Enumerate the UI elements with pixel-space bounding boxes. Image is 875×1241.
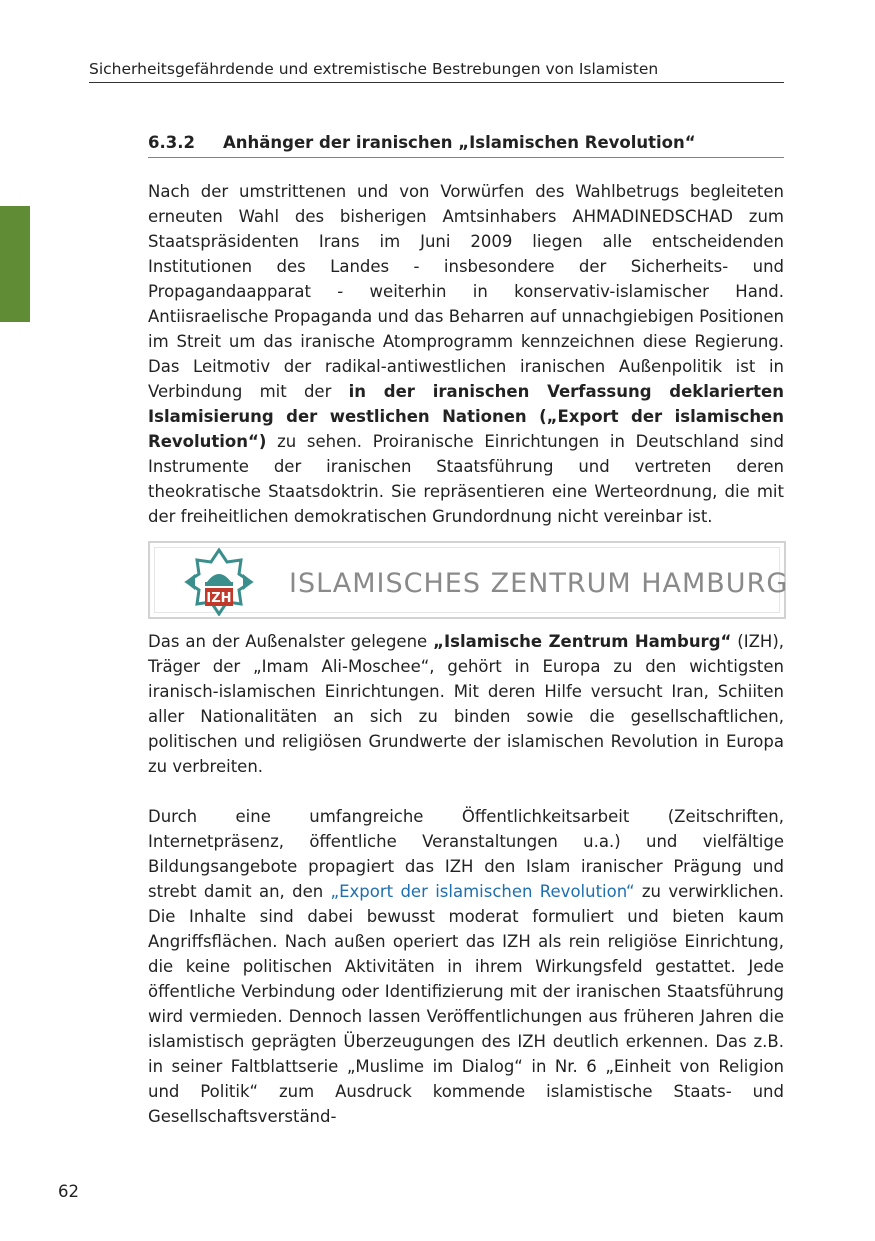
paragraph-izh-text-2: (IZH), Träger der „Imam Ali-Moschee“, gehört in Europa zu den wichtigsten iranisch-islamischen Einrichtungen. Mit deren Hilfe versucht Iran, Schiiten aller Nationalitäten an sich zu binden sowie die gesellschaftlichen, politischen und religiösen Grundwerte der islamischen Revolution in Europa zu verbreiten. — [148, 632, 784, 776]
section-heading — [148, 131, 784, 158]
izh-logo-arrow-right — [243, 574, 253, 590]
export-revolution-link[interactable]: „Export der islamischen Revolution“ — [330, 882, 635, 901]
izh-logo-arrow-left — [185, 574, 195, 590]
izh-banner — [148, 541, 789, 619]
section-number: 6.3.2 — [148, 133, 195, 152]
paragraph-intro-bold: in der iranischen Verfassung deklarierten Islamisierung der westlichen Nationen („Export der islamischen Revolution“) — [148, 382, 784, 451]
paragraph-outreach-text-1: Durch eine umfangreiche Öffentlichkeitsarbeit (Zeitschriften, Internetpräsenz, öffentliche Veranstaltungen u.a.) und vielfältige Bildungsangebote propagiert das IZH den Islam iranischer Prägung und strebt damit an, den — [148, 807, 784, 901]
izh-logo-text: IZH — [206, 591, 232, 606]
paragraph-outreach-text-2: zu verwirklichen. Die Inhalte sind dabei bewusst moderat formuliert und bieten kaum Angriffsflächen. Nach außen operiert das IZH als rein religiöse Einrichtung, die keine politischen Aktivitäten in ihrem Wirkungsfeld gestattet. Jede öffentliche Verbindung oder Identifizierung mit der iranischen Staatsführung wird vermieden. Dennoch lassen Veröffentlichungen aus früheren Jahren die islamistisch geprägten Überzeugungen des IZH deutlich erkennen. Das z.B. in seiner Faltblattserie „Muslime im Dialog“ in Nr. 6 „Einheit von Religion und Politik“ zum Ausdruck kommende islamistische Staats- und Gesellschaftsverständ- — [148, 882, 784, 1126]
paragraph-outreach — [148, 804, 784, 1129]
izh-logo-icon — [183, 548, 255, 616]
paragraph-izh — [148, 629, 784, 779]
section-title: Anhänger der iranischen „Islamischen Revolution“ — [223, 133, 696, 152]
izh-banner-frame — [154, 547, 789, 613]
paragraph-intro-text-2: zu sehen. Proiranische Einrichtungen in Deutschland sind Instrumente der iranischen Staatsführung und vertreten deren theokratische Staatsdoktrin. Sie repräsentieren eine Werteordnung, die mit der freiheitlichen demokratischen Grundordnung nicht vereinbar ist. — [148, 432, 784, 526]
paragraph-izh-bold: „Islamische Zentrum Hamburg“ — [433, 632, 732, 651]
izh-banner-name: ISLAMISCHES ZENTRUM HAMBURG — [289, 568, 789, 599]
izh-logo-base — [205, 582, 233, 586]
paragraph-intro — [148, 179, 784, 529]
paragraph-izh-text-1: Das an der Außenalster gelegene — [148, 632, 434, 651]
paragraph-intro-text-1: Nach der umstrittenen und von Vorwürfen des Wahlbetrugs begleiteten erneuten Wahl des bisherigen Amtsinhabers AHMADINEDSCHAD zum Staatspräsidenten Irans im Juni 2009 liegen alle entscheidenden Institutionen des Landes - insbesondere der Sicherheits- und Propagandaapparat - weiterhin in konservativ-islamischer Hand. Antiisraelische Propaganda und das Beharren auf unnachgiebigen Positionen im Streit um das iranische Atomprogramm kennzeichnen diese Regierung. Das Leitmotiv der radikal-antiwestlichen iranischen Außenpolitik ist in Verbindung mit der — [148, 182, 784, 401]
chapter-tab-marker — [0, 206, 30, 322]
page-number: 62 — [58, 1182, 79, 1201]
running-header: Sicherheitsgefährdende und extremistische Bestrebungen von Islamisten — [89, 58, 784, 83]
